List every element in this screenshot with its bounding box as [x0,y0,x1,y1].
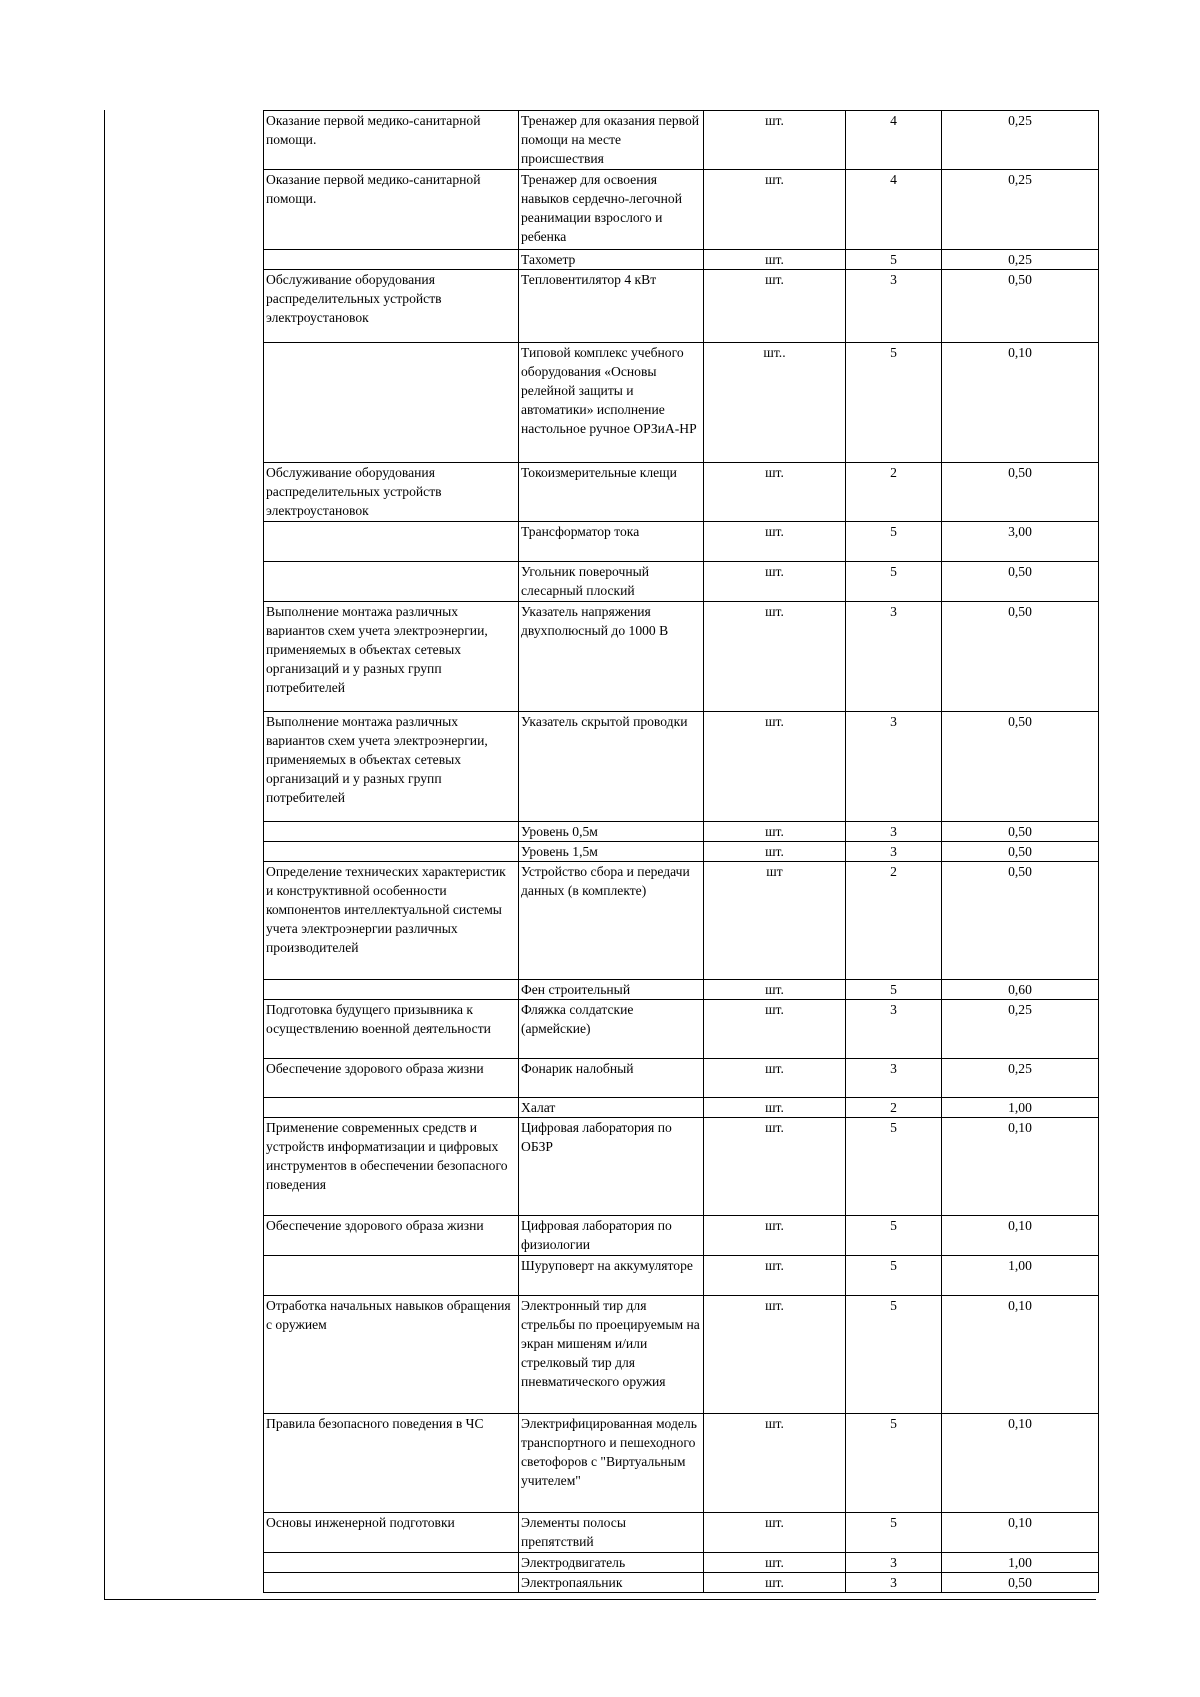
unit-cell: шт. [704,562,846,602]
outer-table-bottom-border [104,1599,1096,1600]
norm-cell: 0,50 [942,822,1099,842]
norm-cell: 0,50 [942,862,1099,980]
equipment-cell: Тренажер для освоения навыков сердечно-легочной реанимации взрослого и ребенка [519,170,704,250]
activity-cell: Применение современных средств и устройств информатизации и цифровых инструментов в обеспечении безопасного поведения [264,1118,519,1216]
table-row [264,822,1099,842]
unit-cell: шт. [704,250,846,270]
table-row [264,1414,1099,1513]
quantity-cell: 4 [846,170,942,250]
activity-cell: Правила безопасного поведения в ЧС [264,1414,519,1513]
quantity-cell: 5 [846,250,942,270]
table-row [264,343,1099,463]
norm-cell: 0,60 [942,980,1099,1000]
activity-cell: Подготовка будущего призывника к осуществлению военной деятельности [264,1000,519,1059]
activity-cell: Определение технических характеристик и конструктивной особенности компонентов интеллектуальной системы учета электроэнергии различных производителей [264,862,519,980]
unit-cell: шт. [704,980,846,1000]
norm-cell: 0,25 [942,1000,1099,1059]
equipment-cell: Электродвигатель [519,1553,704,1573]
table-row [264,562,1099,602]
norm-cell: 1,00 [942,1256,1099,1296]
quantity-cell: 3 [846,1573,942,1593]
quantity-cell: 2 [846,463,942,522]
equipment-cell: Фен строительный [519,980,704,1000]
table-row [264,1118,1099,1216]
activity-cell [264,1573,519,1593]
unit-cell: шт. [704,712,846,822]
unit-cell: шт. [704,522,846,562]
activity-cell [264,522,519,562]
activity-cell [264,250,519,270]
norm-cell: 0,50 [942,562,1099,602]
quantity-cell: 3 [846,1059,942,1098]
equipment-cell: Фляжка солдатские (армейские) [519,1000,704,1059]
norm-cell: 0,50 [942,602,1099,712]
activity-cell [264,1256,519,1296]
quantity-cell: 5 [846,1216,942,1256]
quantity-cell: 5 [846,343,942,463]
equipment-cell: Халат [519,1098,704,1118]
equipment-cell: Тепловентилятор 4 кВт [519,270,704,343]
table-row [264,862,1099,980]
equipment-cell: Тренажер для оказания первой помощи на месте происшествия [519,111,704,170]
activity-cell: Обслуживание оборудования распределительных устройств электроустановок [264,463,519,522]
quantity-cell: 3 [846,842,942,862]
table-row [264,602,1099,712]
activity-cell [264,842,519,862]
equipment-cell: Указатель напряжения двухполюсный до 1000 В [519,602,704,712]
activity-cell: Выполнение монтажа различных вариантов схем учета электроэнергии, применяемых в объектах сетевых организаций и у разных групп потребителей [264,602,519,712]
activity-cell: Выполнение монтажа различных вариантов схем учета электроэнергии, применяемых в объектах сетевых организаций и у разных групп потребителей [264,712,519,822]
equipment-cell: Цифровая лаборатория по физиологии [519,1216,704,1256]
unit-cell: шт. [704,463,846,522]
norm-cell: 0,25 [942,250,1099,270]
table-row [264,463,1099,522]
unit-cell: шт. [704,170,846,250]
activity-cell [264,343,519,463]
equipment-cell: Токоизмерительные клещи [519,463,704,522]
unit-cell: шт. [704,1513,846,1553]
table-row [264,980,1099,1000]
equipment-cell: Указатель скрытой проводки [519,712,704,822]
activity-cell [264,822,519,842]
unit-cell: шт. [704,1000,846,1059]
equipment-cell: Тахометр [519,250,704,270]
table-row [264,1216,1099,1256]
quantity-cell: 3 [846,270,942,343]
quantity-cell: 2 [846,1098,942,1118]
norm-cell: 0,50 [942,1573,1099,1593]
norm-cell: 0,50 [942,270,1099,343]
table-row [264,712,1099,822]
equipment-cell: Уровень 1,5м [519,842,704,862]
activity-cell [264,562,519,602]
equipment-cell: Угольник поверочный слесарный плоский [519,562,704,602]
activity-cell: Оказание первой медико-санитарной помощи. [264,170,519,250]
norm-cell: 0,10 [942,1296,1099,1414]
activity-cell [264,980,519,1000]
norm-cell: 0,10 [942,1513,1099,1553]
quantity-cell: 5 [846,980,942,1000]
activity-cell: Отработка начальных навыков обращения с оружием [264,1296,519,1414]
equipment-cell: Устройство сбора и передачи данных (в комплекте) [519,862,704,980]
activity-cell: Оказание первой медико-санитарной помощи. [264,111,519,170]
equipment-cell: Электропаяльник [519,1573,704,1593]
norm-cell: 0,10 [942,1118,1099,1216]
unit-cell: шт. [704,1256,846,1296]
quantity-cell: 4 [846,111,942,170]
unit-cell: шт. [704,1098,846,1118]
unit-cell: шт [704,862,846,980]
norm-cell: 0,25 [942,170,1099,250]
unit-cell: шт. [704,1296,846,1414]
norm-cell: 0,10 [942,1216,1099,1256]
table-row [264,1296,1099,1414]
equipment-cell: Цифровая лаборатория по ОБЗР [519,1118,704,1216]
norm-cell: 3,00 [942,522,1099,562]
table-row [264,170,1099,250]
unit-cell: шт. [704,842,846,862]
table-row [264,1256,1099,1296]
table-row [264,1059,1099,1098]
unit-cell: шт. [704,1553,846,1573]
equipment-cell: Шуруповерт на аккумуляторе [519,1256,704,1296]
table-row [264,1098,1099,1118]
activity-cell [264,1098,519,1118]
unit-cell: шт. [704,822,846,842]
equipment-cell: Трансформатор тока [519,522,704,562]
activity-cell: Обслуживание оборудования распределительных устройств электроустановок [264,270,519,343]
table-row [264,522,1099,562]
quantity-cell: 5 [846,562,942,602]
quantity-cell: 3 [846,1000,942,1059]
table-row [264,1000,1099,1059]
quantity-cell: 5 [846,522,942,562]
norm-cell: 0,50 [942,463,1099,522]
norm-cell: 1,00 [942,1553,1099,1573]
quantity-cell: 5 [846,1513,942,1553]
activity-cell: Обеспечение здорового образа жизни [264,1059,519,1098]
norm-cell: 0,50 [942,842,1099,862]
equipment-cell: Электронный тир для стрельбы по проецируемым на экран мишеням и/или стрелковый тир для пневматического оружия [519,1296,704,1414]
activity-cell: Основы инженерной подготовки [264,1513,519,1553]
unit-cell: шт.. [704,343,846,463]
equipment-cell: Элементы полосы препятствий [519,1513,704,1553]
norm-cell: 0,10 [942,1414,1099,1513]
norm-cell: 0,10 [942,343,1099,463]
norm-cell: 0,25 [942,1059,1099,1098]
table-row [264,111,1099,170]
unit-cell: шт. [704,1216,846,1256]
equipment-table [263,110,1099,1593]
table-row [264,842,1099,862]
equipment-cell: Фонарик налобный [519,1059,704,1098]
equipment-cell: Уровень 0,5м [519,822,704,842]
activity-cell: Обеспечение здорового образа жизни [264,1216,519,1256]
quantity-cell: 3 [846,712,942,822]
table-row [264,270,1099,343]
quantity-cell: 5 [846,1118,942,1216]
equipment-cell: Типовой комплекс учебного оборудования «Основы релейной защиты и автоматики» исполнение настольное ручное ОРЗиА-НР [519,343,704,463]
outer-table-left-border [104,110,105,1600]
table-row [264,1553,1099,1573]
activity-cell [264,1553,519,1573]
norm-cell: 0,50 [942,712,1099,822]
quantity-cell: 3 [846,1553,942,1573]
quantity-cell: 5 [846,1414,942,1513]
quantity-cell: 5 [846,1256,942,1296]
table-row [264,250,1099,270]
quantity-cell: 3 [846,822,942,842]
norm-cell: 1,00 [942,1098,1099,1118]
norm-cell: 0,25 [942,111,1099,170]
table-row [264,1513,1099,1553]
unit-cell: шт. [704,1118,846,1216]
unit-cell: шт. [704,111,846,170]
quantity-cell: 3 [846,602,942,712]
unit-cell: шт. [704,270,846,343]
unit-cell: шт. [704,1573,846,1593]
equipment-cell: Электрифицированная модель транспортного и пешеходного светофоров с "Виртуальным учителем" [519,1414,704,1513]
table-row [264,1573,1099,1593]
unit-cell: шт. [704,1059,846,1098]
unit-cell: шт. [704,602,846,712]
quantity-cell: 2 [846,862,942,980]
unit-cell: шт. [704,1414,846,1513]
quantity-cell: 5 [846,1296,942,1414]
